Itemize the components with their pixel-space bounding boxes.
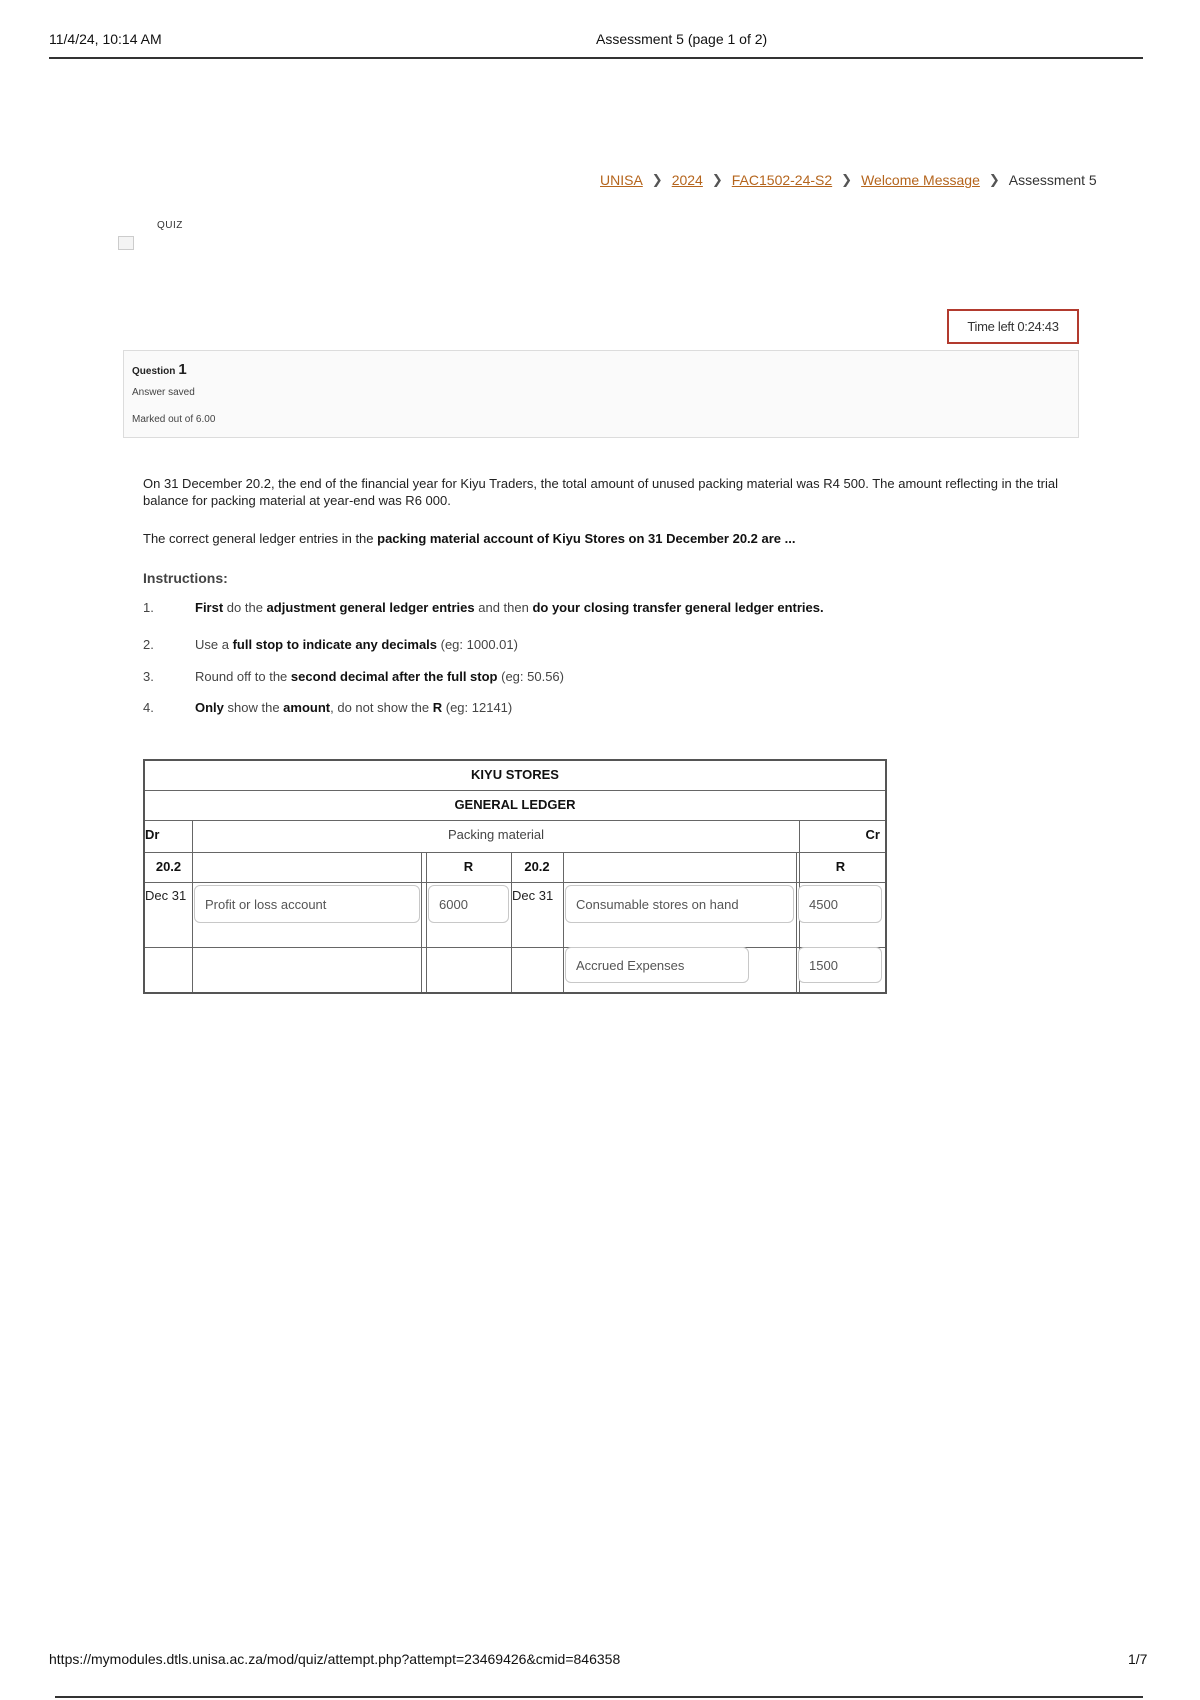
instruction-bold: R	[432, 700, 443, 715]
chevron-right-icon: ❯	[711, 172, 723, 187]
general-ledger-table	[143, 759, 887, 994]
table-rule	[192, 820, 193, 992]
instruction-plain: , do not show the	[330, 700, 433, 715]
instruction-bold: second decimal after the full stop	[290, 669, 498, 684]
breadcrumb-unisa[interactable]: UNISA	[600, 172, 643, 188]
print-page-number: 1/7	[1128, 1651, 1148, 1667]
timer-label: Time left 0:24:43	[967, 319, 1059, 334]
year-right: 20.2	[524, 859, 550, 874]
r-left: R	[463, 859, 474, 874]
instruction-bold: do your closing transfer general ledger entries.	[532, 600, 824, 615]
module-label: QUIZ	[157, 220, 183, 231]
instruction-plain: show the	[223, 700, 284, 715]
chevron-right-icon: ❯	[988, 172, 1000, 187]
instruction-bold: Only	[195, 700, 224, 715]
instruction-text	[195, 637, 518, 652]
breadcrumb-welcome-message[interactable]: Welcome Message	[861, 172, 980, 188]
instruction-number: 2.	[143, 637, 154, 652]
year-left: 20.2	[155, 859, 182, 874]
instruction-bold: full stop to indicate any decimals	[232, 637, 438, 652]
instruction-plain: Use a	[195, 637, 233, 652]
print-datetime: 11/4/24, 10:14 AM	[49, 31, 162, 47]
table-rule	[145, 790, 885, 791]
prompt-plain: The correct general ledger entries in the	[143, 531, 378, 546]
table-rule	[145, 947, 885, 948]
instruction-text	[195, 700, 512, 715]
prompt-bold: packing material account of Kiyu Stores on 31 December 20.2 are ...	[377, 531, 796, 546]
instruction-text	[195, 669, 564, 684]
account-name: Packing material	[447, 827, 545, 842]
question-info	[123, 350, 1079, 438]
quiz-timer	[947, 309, 1079, 344]
debit-label: Dr	[145, 827, 160, 842]
question-mark: Marked out of 6.00	[132, 414, 216, 425]
details-left-input[interactable]: Profit or loss account	[194, 885, 420, 923]
print-title: Assessment 5 (page 1 of 2)	[596, 31, 768, 47]
instruction-number: 3.	[143, 669, 154, 684]
company-name: KIYU STORES	[471, 767, 559, 782]
details-right-input[interactable]: Consumable stores on hand	[565, 885, 794, 923]
instructions-title: Instructions:	[143, 570, 228, 586]
instruction-number: 1.	[143, 600, 154, 615]
footer-divider	[55, 1696, 1143, 1698]
amount-left-input[interactable]: 6000	[428, 885, 509, 923]
amount-right-input[interactable]: 4500	[798, 885, 882, 923]
breadcrumb-course[interactable]: FAC1502-24-S2	[731, 172, 833, 188]
breadcrumb	[600, 172, 1120, 188]
instruction-number: 4.	[143, 700, 154, 715]
print-header	[49, 28, 1143, 59]
chevron-right-icon: ❯	[651, 172, 663, 187]
table-rule	[145, 852, 885, 853]
table-rule	[145, 820, 885, 821]
table-rule	[563, 852, 564, 992]
breadcrumb-current: Assessment 5	[1008, 172, 1097, 188]
question-text: On 31 December 20.2, the end of the financial year for Kiyu Traders, the total amount of unused packing material was R4 500. The amount reflecting in the trial balance for packing material at year-end was R6 000.	[143, 476, 1058, 508]
instruction-plain: (eg: 12141)	[442, 700, 513, 715]
instruction-plain: do the	[223, 600, 267, 615]
question-prompt	[143, 531, 1058, 546]
details-right-input-2[interactable]: Accrued Expenses	[565, 947, 749, 983]
instruction-plain: Round off to the	[195, 669, 291, 684]
instruction-plain: and then	[474, 600, 533, 615]
table-rule	[145, 882, 885, 883]
instruction-text	[195, 600, 824, 615]
instruction-bold: First	[195, 600, 224, 615]
question-state: Answer saved	[132, 387, 195, 398]
date-left: Dec 31	[145, 888, 187, 903]
amount-right-input-2[interactable]: 1500	[798, 947, 882, 983]
instruction-bold: adjustment general ledger entries	[266, 600, 475, 615]
breadcrumb-year[interactable]: 2024	[671, 172, 703, 188]
print-url: https://mymodules.dtls.unisa.ac.za/mod/quiz/attempt.php?attempt=23469426&cmid=846358	[49, 1651, 621, 1667]
table-rule	[421, 852, 422, 992]
instruction-plain: (eg: 50.56)	[497, 669, 564, 684]
question-label: Question	[132, 366, 176, 377]
credit-label: Cr	[865, 827, 880, 842]
question-number	[132, 361, 187, 378]
r-right: R	[835, 859, 846, 874]
instruction-plain: (eg: 1000.01)	[437, 637, 518, 652]
chevron-right-icon: ❯	[841, 172, 853, 187]
instruction-bold: amount	[283, 700, 331, 715]
ledger-title: GENERAL LEDGER	[454, 797, 576, 812]
question-number-value: 1	[178, 361, 187, 378]
quiz-icon	[118, 236, 134, 250]
date-right: Dec 31	[512, 888, 554, 903]
